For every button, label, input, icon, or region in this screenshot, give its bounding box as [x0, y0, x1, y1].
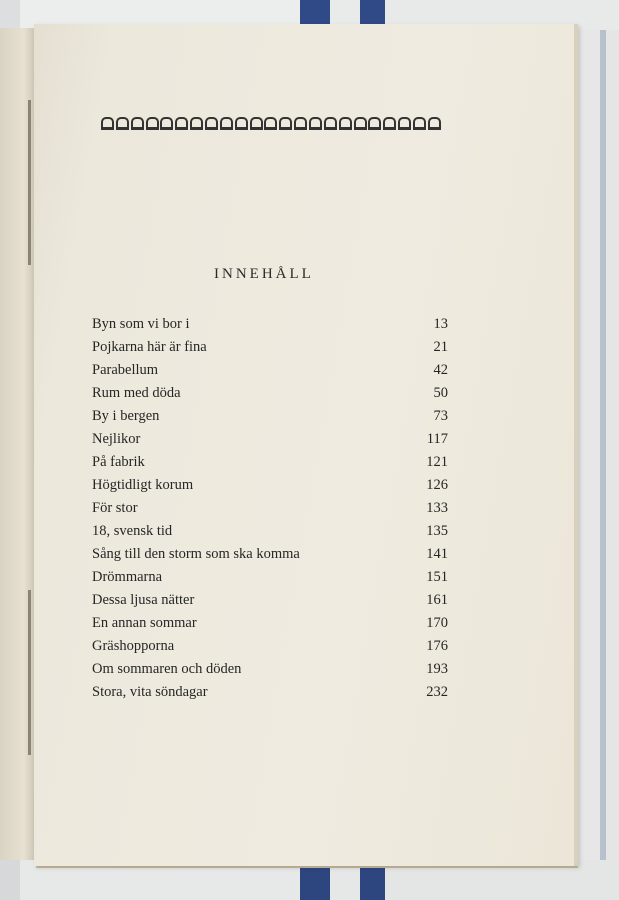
toc-entry-page: 50	[433, 385, 448, 401]
toc-entry-title: Drömmarna	[92, 569, 163, 585]
toc-entry-title: Gräshopporna	[92, 638, 175, 654]
toc-entry	[92, 408, 448, 431]
toc-entry-title: Stora, vita söndagar	[92, 684, 208, 700]
ornament-motif	[205, 117, 218, 130]
toc-entry-page: 170	[426, 615, 448, 631]
toc-entry	[92, 615, 448, 638]
ornament-motif	[235, 117, 248, 130]
ornament-motif	[383, 117, 396, 130]
ornament-motif	[116, 117, 129, 130]
toc-entry-page: 135	[426, 523, 448, 539]
toc-entry-page: 121	[426, 454, 448, 470]
ornament-motif	[309, 117, 322, 130]
toc-entry-title: Sång till den storm som ska komma	[92, 546, 300, 562]
ornament-motif	[324, 117, 337, 130]
toc-entry-page: 151	[426, 569, 448, 585]
toc-entry	[92, 500, 448, 523]
table-of-contents	[92, 316, 448, 707]
toc-entry	[92, 523, 448, 546]
ornament-motif	[398, 117, 411, 130]
ornament-motif	[368, 117, 381, 130]
toc-entry-title: På fabrik	[92, 454, 145, 470]
toc-entry	[92, 362, 448, 385]
toc-entry	[92, 431, 448, 454]
toc-entry	[92, 661, 448, 684]
toc-entry-page: 133	[426, 500, 448, 516]
ornament-motif	[175, 117, 188, 130]
binding-stitch	[28, 100, 31, 265]
toc-entry-title: By i bergen	[92, 408, 160, 424]
toc-entry	[92, 477, 448, 500]
toc-entry	[92, 546, 448, 569]
binding-stitch	[28, 590, 31, 755]
toc-entry-title: Högtidligt korum	[92, 477, 194, 493]
toc-entry-page: 42	[433, 362, 448, 378]
ornament-motif	[131, 117, 144, 130]
ornament-motif	[101, 117, 114, 130]
ornament-motif	[220, 117, 233, 130]
toc-entry-page: 141	[426, 546, 448, 562]
toc-entry-title: Om sommaren och döden	[92, 661, 242, 677]
toc-entry-page: 193	[426, 661, 448, 677]
toc-entry-title: Nejlikor	[92, 431, 141, 447]
ornament-motif	[146, 117, 159, 130]
page-title: INNEHÅLL	[214, 266, 314, 282]
toc-entry-page: 73	[433, 408, 448, 424]
toc-entry-title: Pojkarna här är fina	[92, 339, 207, 355]
toc-entry-title: Byn som vi bor i	[92, 316, 190, 332]
ornament-motif	[294, 117, 307, 130]
toc-entry-page: 176	[426, 638, 448, 654]
toc-entry	[92, 592, 448, 615]
toc-entry-page: 117	[426, 431, 448, 447]
ornament-motif	[190, 117, 203, 130]
toc-entry-title: För stor	[92, 500, 138, 516]
toc-entry-title: Parabellum	[92, 362, 159, 378]
ornament-motif	[339, 117, 352, 130]
toc-entry	[92, 569, 448, 592]
toc-entry-page: 13	[433, 316, 448, 332]
decorative-border-ornament	[101, 112, 441, 130]
toc-entry-page: 161	[426, 592, 448, 608]
toc-entry	[92, 385, 448, 408]
ornament-motif	[413, 117, 426, 130]
toc-entry	[92, 454, 448, 477]
ornament-motif	[160, 117, 173, 130]
toc-entry	[92, 684, 448, 707]
toc-entry-title: 18, svensk tid	[92, 523, 173, 539]
toc-entry-page: 232	[426, 684, 448, 700]
toc-entry-title: Dessa ljusa nätter	[92, 592, 195, 608]
ornament-motif	[250, 117, 263, 130]
ornament-motif	[264, 117, 277, 130]
ornament-motif	[279, 117, 292, 130]
toc-entry	[92, 339, 448, 362]
toc-entry-page: 126	[426, 477, 448, 493]
toc-entry	[92, 638, 448, 661]
toc-entry-title: En annan sommar	[92, 615, 197, 631]
ornament-motif	[354, 117, 367, 130]
toc-entry-page: 21	[433, 339, 448, 355]
ornament-motif	[428, 117, 441, 130]
toc-entry-title: Rum med döda	[92, 385, 181, 401]
toc-entry	[92, 316, 448, 339]
